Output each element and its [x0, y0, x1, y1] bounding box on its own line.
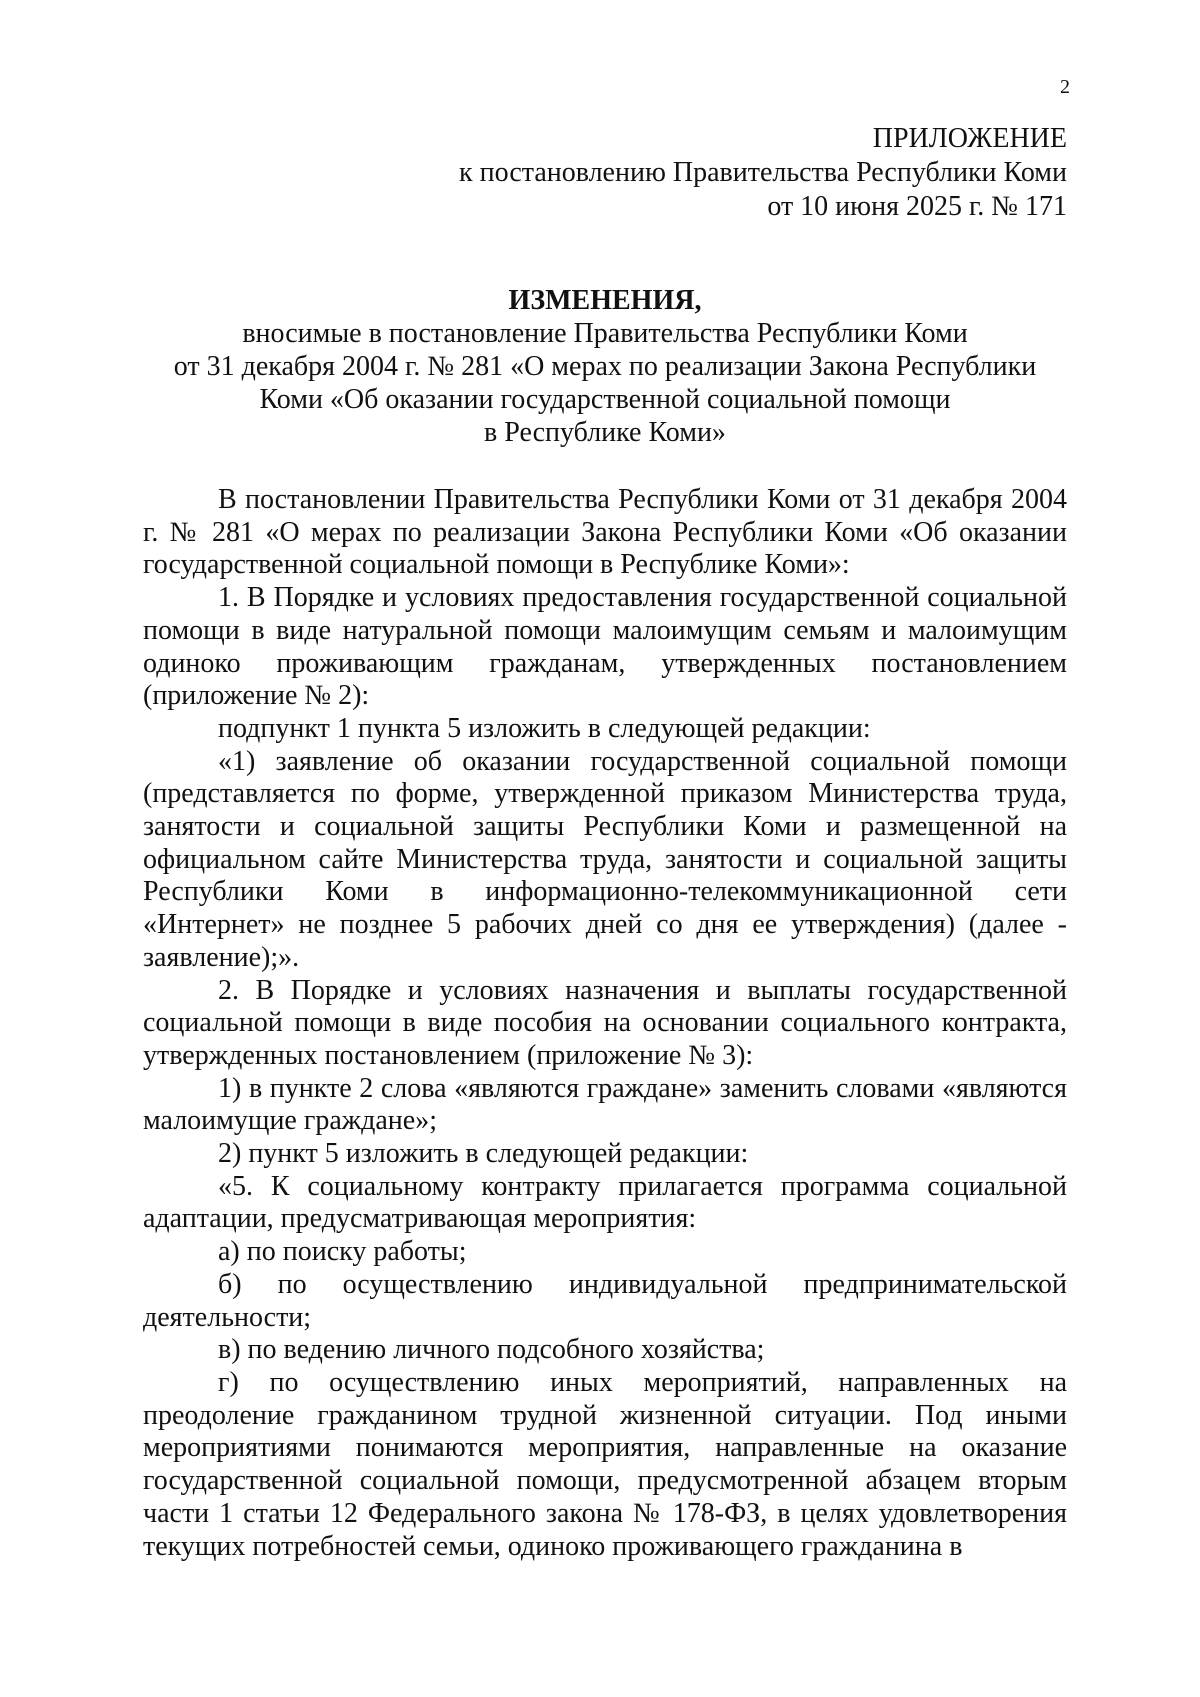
annex-decree-date: от 10 июня 2025 г. № 171	[767, 191, 1067, 222]
document-heading	[143, 284, 1067, 449]
body-paragraph: 1. В Порядке и условиях предоставления государственной социальной помощи в виде натуральной помощи малоимущим семьям и малоимущим одиноко проживающим гражданам, утвержденных постановлением (приложение № 2):	[143, 582, 1067, 712]
heading-line-1: вносимые в постановление Правительства Республики Коми	[242, 318, 968, 349]
heading-line-4: в Республике Коми»	[484, 417, 726, 448]
body-paragraph: 2) пункт 5 изложить в следующей редакции:	[218, 1138, 749, 1170]
body-paragraph: «5. К социальному контракту прилагается программа социальной адаптации, предусматривающая мероприятия:	[143, 1170, 1067, 1235]
body-paragraph: «1) заявление об оказании государственной социальной помощи (представляется по форме, утвержденной приказом Министерства труда, занятости и социальной защиты Республики Коми и размещенной на официальном сайте Министерства труда, занятости и социальной защиты Республики Коми в информационно-телекоммуникационной сети «Интернет» не позднее 5 рабочих дней со дня ее утверждения) (далее - заявление);».	[143, 745, 1067, 973]
body-paragraph: г) по осуществлению иных мероприятий, направленных на преодоление гражданином трудной жизненной ситуации. Под иными мероприятиями понимаются мероприятия, направленные на оказание государственной социальной помощи, предусмотренной абзацем вторым части 1 статьи 12 Федерального закона № 178-ФЗ, в целях удовлетворения текущих потребностей семьи, одиноко проживающего гражданина в	[143, 1366, 1067, 1562]
heading-line-2: от 31 декабря 2004 г. № 281 «О мерах по реализации Закона Республики	[173, 351, 1037, 382]
body-paragraph: 2. В Порядке и условиях назначения и выплаты государственной социальной помощи в виде пособия на основании социального контракта, утвержденных постановлением (приложение № 3):	[143, 974, 1067, 1071]
document-body	[143, 484, 1067, 1563]
heading-line-3: Коми «Об оказании государственной социальной помощи	[259, 384, 951, 415]
body-paragraph: б) по осуществлению индивидуальной предпринимательской деятельности;	[143, 1268, 1067, 1333]
body-paragraph: подпункт 1 пункта 5 изложить в следующей редакции:	[218, 712, 871, 744]
annex-decree-reference: к постановлению Правительства Республики Коми	[459, 157, 1067, 188]
body-paragraph: В постановлении Правительства Республики Коми от 31 декабря 2004 г. № 281 «О мерах по реализации Закона Республики Коми «Об оказании государственной социальной помощи в Республике Коми»:	[143, 484, 1067, 581]
body-paragraph: 1) в пункте 2 слова «являются граждане» заменить словами «являются малоимущие граждане»;	[143, 1072, 1067, 1137]
page-number: 2	[1060, 76, 1070, 98]
document-title: ИЗМЕНЕНИЯ,	[508, 285, 702, 316]
body-paragraph: в) по ведению личного подсобного хозяйства;	[218, 1334, 765, 1366]
body-paragraph: а) по поиску работы;	[218, 1236, 467, 1268]
annex-header	[360, 122, 1067, 224]
annex-label: ПРИЛОЖЕНИЕ	[872, 123, 1067, 154]
